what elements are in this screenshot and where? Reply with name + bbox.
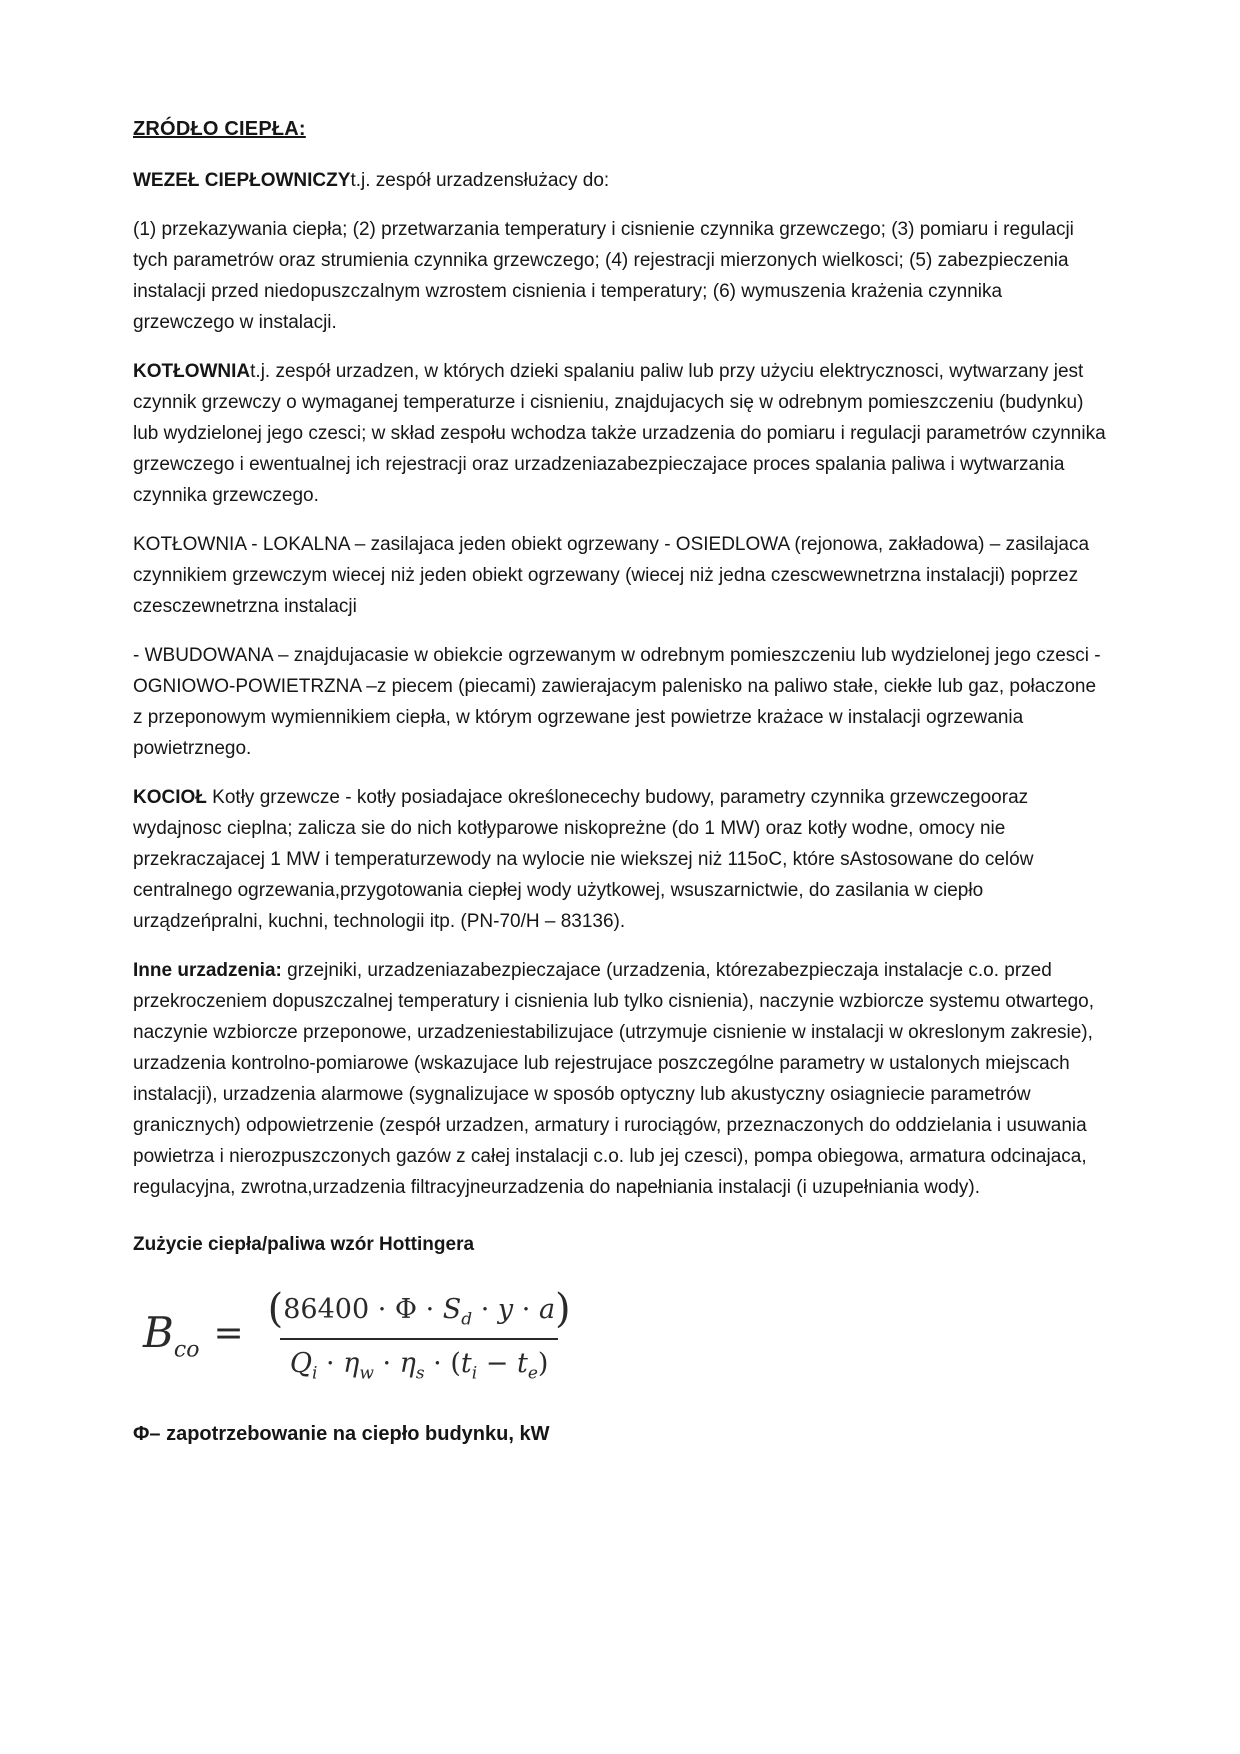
denominator-eta-s-subscript: s <box>415 1363 425 1384</box>
denominator-te-subscript: e <box>527 1363 538 1384</box>
formula-lhs <box>143 1308 200 1363</box>
paragraph-functions-list <box>133 214 1108 338</box>
dot-operator: · <box>373 1348 400 1379</box>
denominator-te-term: t <box>516 1348 528 1379</box>
hottinger-formula <box>143 1284 1108 1389</box>
numerator-S-subscript: d <box>461 1309 473 1330</box>
dot-operator: · <box>417 1294 443 1325</box>
document-title: ZRÓDŁO CIEPŁA: <box>133 118 306 140</box>
paragraph-text: KOTŁOWNIA - LOKALNA – zasilajaca jeden obiekt ogrzewany - OSIEDLOWA (rejonowa, zakładowa) – zasilajaca czynnikiem grzewczym wiecej niż jeden obiekt ogrzewany (wiecej niż jedna czescwewnetrzna instalacji) poprzez czesczewnetrzna instalacji <box>133 534 1090 617</box>
dot-operator: · <box>424 1348 451 1379</box>
numerator-y-term: y <box>497 1294 514 1325</box>
numerator-S-term: S <box>442 1294 462 1325</box>
denominator-eta-w-term: η <box>343 1348 360 1379</box>
paragraph-text: grzejniki, urzadzeniazabezpieczajace (urzadzenia, którezabezpieczaja instalacje c.o. przed przekroczeniem dopuszczalnej temperatury i cisnienia lub tylko cisnienia), naczynie wzbiorcze systemu otwartego, naczynie wzbiorcze przeponowe, urzadzeniestabilizujace (utrzymuje cisnienie w instalacji w okreslonym zakresie), urzadzenia kontrolno-pomiarowe (wskazujace lub rejestrujace poszczególne parametry w ustalonych miejscach instalacji), urzadzenia alarmowe (sygnalizujace w sposób optyczny lub akustyczny osiagniecie parametrów granicznych) odpowietrzenie (zespół urzadzen, armatury i rurociągów, przeznaczonych do oddzielania i usuwania powietrza i nierozpuszczonych gazów z całej instalacji c.o. lub jej czesci), pompa obiegowa, armatura odcinajaca, regulacyjna, zwrotna,urzadzenia filtracyjneurzadzenia do napełniania instalacji (i uzupełniania wody). <box>133 960 1094 1198</box>
dot-operator: · <box>369 1294 395 1325</box>
paragraph-kociol <box>133 782 1108 937</box>
paragraph-inne-urzadzenia <box>133 955 1108 1203</box>
paragraph-text: (1) przekazywania ciepła; (2) przetwarzania temperatury i cisnienie czynnika grzewczego; (3) pomiaru i regulacji tych parametrów oraz strumienia czynnika grzewczego; (4) rejestracji mierzonych wielkosci; (5) zabezpieczenia instalacji przed niedopuszczalnym wzrostem cisnienia i temperatury; (6) wymuszenia krażenia czynnika grzewczego w instalacji. <box>133 219 1074 333</box>
dot-operator: · <box>513 1294 539 1325</box>
paragraph-kotlownia-lokalna <box>133 529 1108 622</box>
formula-denominator <box>280 1338 559 1389</box>
denominator-eta-s-term: η <box>399 1348 416 1379</box>
paragraph-lead: WEZEŁ CIEPŁOWNICZY <box>133 170 351 191</box>
denominator-Q-term: Q <box>289 1348 312 1379</box>
denominator-Q-subscript: i <box>311 1363 318 1384</box>
formula-numerator <box>258 1284 581 1338</box>
numerator-open-paren: ( <box>267 1286 284 1332</box>
denominator-eta-w-subscript: w <box>359 1363 374 1384</box>
paragraph-text: Kotły grzewcze - kotły posiadajace określonecechy budowy, parametry czynnika grzewczegooraz wydajnosc cieplna; zalicza sie do nich kotłyparowe niskopreżne (do 1 MW) oraz kotły wodne, omocy nie przekraczajacej 1 MW i temperaturzewody na wylocie nie wiekszej niż 115oC, które sAstosowane do celów centralnego ogrzewania,przygotowania ciepłej wody użytkowej, wsuszarnictwie, do zasilania w ciepło urządzeńpralni, kuchni, technologii itp. (PN-70/H – 83136). <box>133 787 1034 932</box>
section-heading-hottinger: Zużycie ciepła/paliwa wzór Hottingera <box>133 1234 475 1255</box>
paragraph-wezel-cieplowniczy <box>133 165 1108 196</box>
formula-fraction <box>258 1284 581 1389</box>
numerator-a-term: a <box>538 1294 556 1325</box>
dot-operator: · <box>472 1294 498 1325</box>
document-content <box>133 118 1108 1446</box>
paragraph-wbudowana <box>133 640 1108 764</box>
numerator-phi-symbol: Φ <box>394 1294 418 1325</box>
minus-operator: − <box>477 1348 517 1379</box>
formula-lhs-subscript: co <box>173 1337 200 1363</box>
formula-equals-sign: = <box>213 1312 244 1354</box>
paragraph-kotlownia <box>133 356 1108 511</box>
formula-lhs-base: B <box>143 1308 174 1357</box>
denominator-ti-subscript: i <box>471 1363 478 1384</box>
denominator-open-paren: ( <box>450 1348 461 1379</box>
numerator-constant: 86400 <box>283 1294 370 1325</box>
numerator-close-paren: ) <box>555 1286 571 1332</box>
paragraph-text: t.j. zespół urzadzen, w których dzieki spalaniu paliw lub przy użyciu elektrycznosci, wytwarzany jest czynnik grzewczy o wymaganej temperaturze i cisnieniu, znajdujacych się w odrebnym pomieszczeniu (budynku) lub wydzielonej jego czesci; w skład zespołu wchodza także urzadzenia do pomiaru i regulacji parametrów czynnika grzewczego i ewentualnej ich rejestracji oraz urzadzeniazabezpieczajace proces spalania paliwa i wytwarzania czynnika grzewczego. <box>133 361 1106 506</box>
phi-definition-line: Φ– zapotrzebowanie na ciepło budynku, kW <box>133 1423 550 1446</box>
paragraph-text: t.j. zespół urzadzensłużacy do: <box>350 170 610 191</box>
paragraph-text: - WBUDOWANA – znajdujacasie w obiekcie ogrzewanym w odrebnym pomieszczeniu lub wydzielonej jego czesci - OGNIOWO-POWIETRZNA –z piecem (piecami) zawierajacym palenisko na paliwo stałe, ciekłe lub gaz, połaczone z przeponowym wymiennikiem ciepła, w którym ogrzewane jest powietrze krażace w instalacji ogrzewania powietrznego. <box>133 645 1101 759</box>
denominator-close-paren: ) <box>537 1348 549 1379</box>
paragraph-lead: Inne urzadzenia: <box>133 960 282 981</box>
paragraph-lead: KOCIOŁ <box>133 787 207 808</box>
dot-operator: · <box>317 1348 344 1379</box>
paragraph-lead: KOTŁOWNIA <box>133 361 251 382</box>
denominator-ti-term: t <box>460 1348 472 1379</box>
